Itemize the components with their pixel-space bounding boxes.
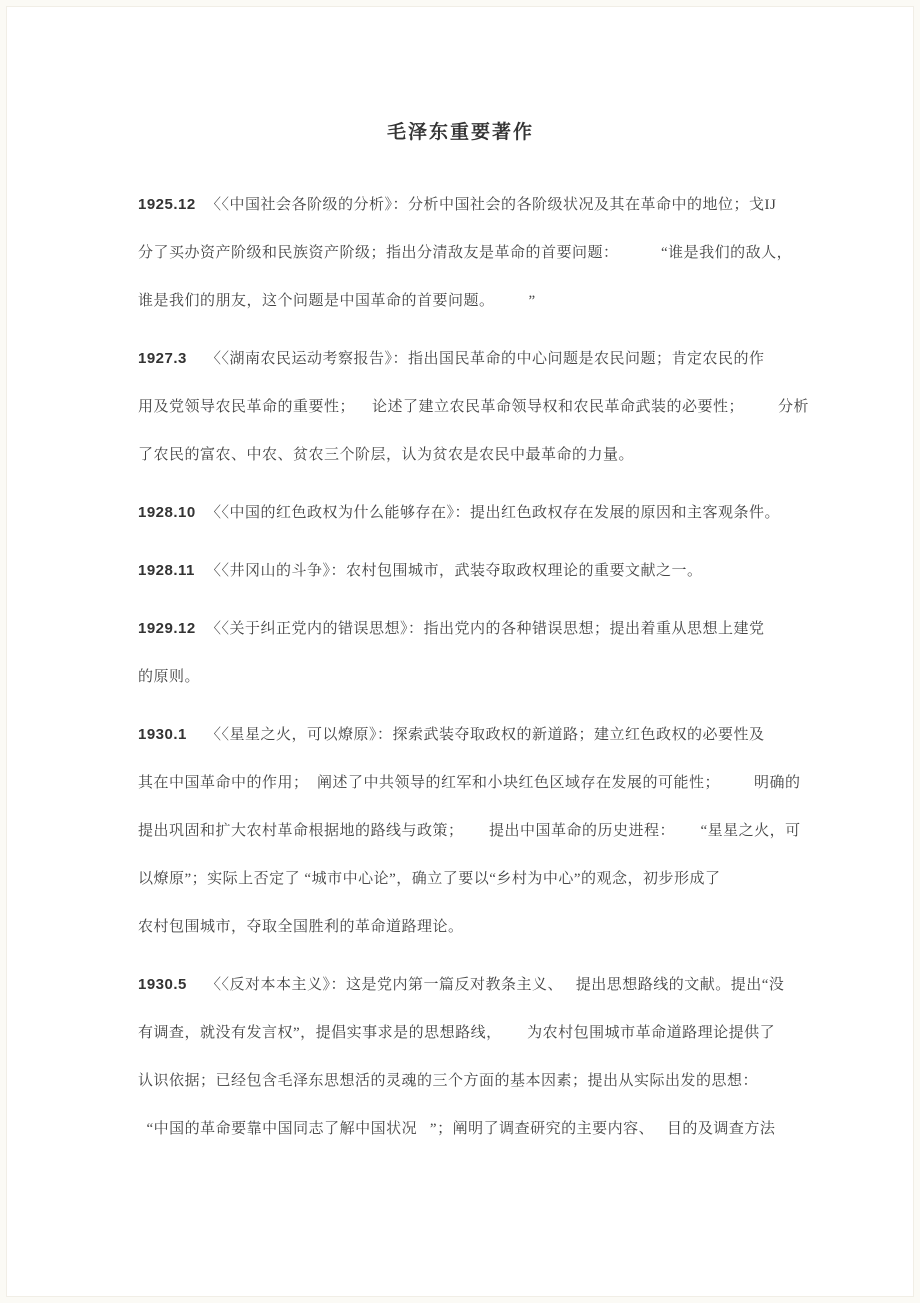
- entry-text: 〈〈湖南农民运动考察报告》：指出国民革命的中心问题是农民问题；肯定农民的作: [206, 351, 765, 367]
- entry-line: 有调查，就没有发言权”，提倡实事求是的思想路线， 为农村包围城市革命道路理论提供了: [138, 1025, 776, 1041]
- work-entry: [138, 605, 783, 701]
- work-entry: [138, 961, 783, 1153]
- entry-line: 的原则。: [138, 669, 201, 685]
- work-entry: [138, 547, 783, 595]
- entry-line: 其在中国革命中的作用； 阐述了中共领导的红军和小块红色区域存在发展的可能性； 明确的: [138, 775, 801, 791]
- entry-first-line: [138, 489, 783, 537]
- entry-date: 1928.10: [138, 504, 196, 521]
- entry-line: “中国的革命要靠中国同志了解中国状况 ”；阐明了调查研究的主要内容、 目的及调查方法: [138, 1121, 776, 1137]
- entries-list: [138, 181, 810, 1153]
- entry-first-line: [138, 605, 783, 653]
- document-page: [6, 6, 914, 1297]
- entry-date: 1925.12: [138, 196, 196, 213]
- work-entry: [138, 181, 793, 325]
- entry-line: 了农民的富农、中农、贫农三个阶层，认为贫农是农民中最革命的力量。: [138, 447, 635, 463]
- entry-line: 农村包围城市，夺取全国胜利的革命道路理论。: [138, 919, 464, 935]
- entry-line: 谁是我们的朋友，这个问题是中国革命的首要问题。 ”: [138, 293, 536, 309]
- document-title: 毛泽东重要著作: [386, 122, 534, 143]
- entry-line: 认识依据；已经包含毛泽东思想活的灵魂的三个方面的基本因素；提出从实际出发的思想：: [138, 1073, 759, 1089]
- entry-first-line: [138, 961, 783, 1009]
- entry-first-line: [138, 711, 783, 759]
- entry-first-line: [138, 547, 783, 595]
- entry-text: 〈〈反对本本主义》：这是党内第一篇反对教条主义、 提出思想路线的文献。提出“没: [206, 977, 785, 993]
- entry-line: 提出巩固和扩大农村革命根据地的路线与政策； 提出中国革命的历史进程： “星星之火，可: [138, 823, 801, 839]
- entry-line: 分了买办资产阶级和民族资产阶级；指出分清敌友是革命的首要问题： “谁是我们的敌人，: [138, 245, 793, 261]
- entry-date: 1927.3: [138, 350, 187, 367]
- work-entry: [138, 711, 801, 951]
- entry-first-line: [138, 181, 783, 229]
- entry-text: 〈〈中国的红色政权为什么能够存在》：提出红色政权存在发展的原因和主客观条件。: [206, 505, 781, 521]
- entry-line: 以燎原”；实际上否定了 “城市中心论”，确立了要以“乡村为中心”的观念，初步形成了: [138, 871, 721, 887]
- entry-date: 1930.5: [138, 976, 187, 993]
- entry-text: 〈〈关于纠正党内的错误思想》：指出党内的各种错误思想；提出着重从思想上建党: [206, 621, 765, 637]
- work-entry: [138, 489, 783, 537]
- document-content: [7, 7, 913, 1153]
- entry-date: 1930.1: [138, 726, 187, 743]
- entry-first-line: [138, 335, 783, 383]
- entry-line: 用及党领导农民革命的重要性； 论述了建立农民革命领导权和农民革命武装的必要性； 分析: [138, 399, 810, 415]
- entry-text: 〈〈星星之火，可以燎原》：探索武装夺取政权的新道路；建立红色政权的必要性及: [206, 727, 765, 743]
- entry-date: 1928.11: [138, 562, 195, 579]
- entry-text: 〈〈井冈山的斗争》：农村包围城市，武装夺取政权理论的重要文献之一。: [206, 563, 703, 579]
- work-entry: [138, 335, 810, 479]
- entry-date: 1929.12: [138, 620, 196, 637]
- entry-text: 〈〈中国社会各阶级的分析》：分析中国社会的各阶级状况及其在革命中的地位；戈IJ: [206, 197, 777, 213]
